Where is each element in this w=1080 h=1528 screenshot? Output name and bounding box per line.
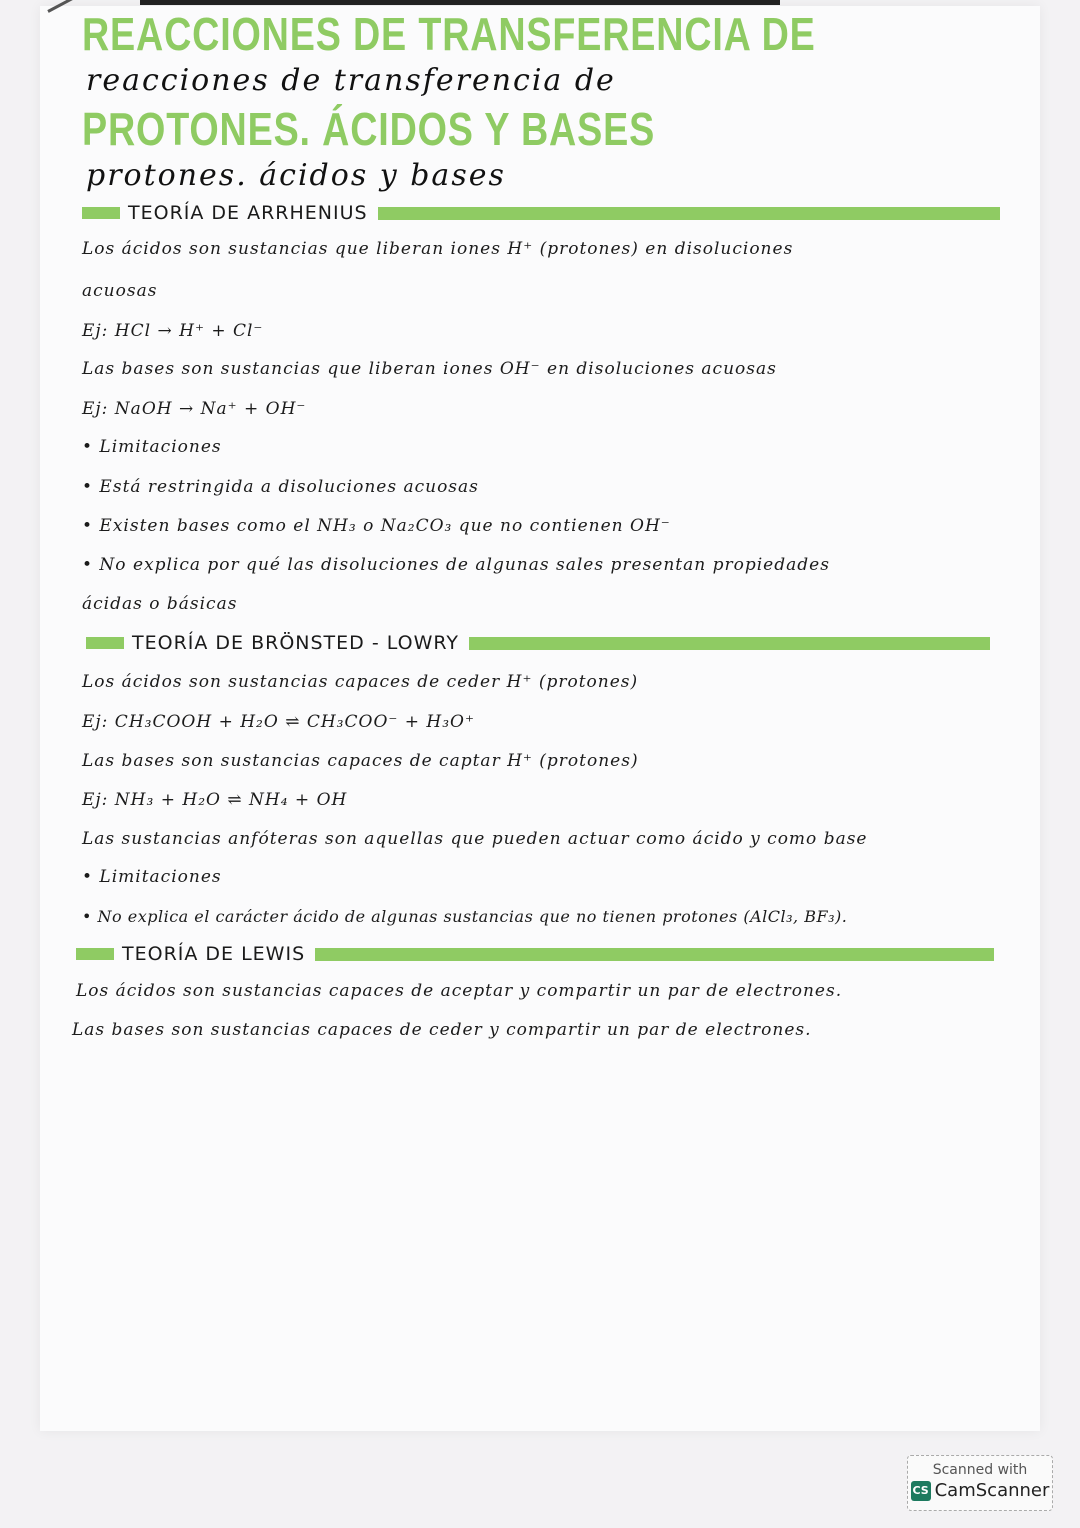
text-line: Ej: NH₃ + H₂O ⇌ NH₄ + OH (82, 790, 348, 810)
section-title: TEORÍA DE BRÖNSTED - LOWRY (132, 632, 459, 654)
text-line: Los ácidos son sustancias que liberan iones H⁺ (protones) en disoluciones (82, 239, 794, 259)
section-heading-arrhenius (82, 200, 1000, 226)
text-line: Las bases son sustancias que liberan iones OH⁻ en disoluciones acuosas (82, 359, 777, 379)
text-line: • No explica el carácter ácido de algunas sustancias que no tienen protones (AlCl₃, BF₃). (82, 907, 848, 926)
text-line: Los ácidos son sustancias capaces de ceder H⁺ (protones) (82, 672, 639, 692)
text-line: Las bases son sustancias capaces de captar H⁺ (protones) (82, 751, 639, 771)
highlight-bar (86, 637, 124, 649)
text-line: Ej: CH₃COOH + H₂O ⇌ CH₃COO⁻ + H₃O⁺ (82, 712, 475, 732)
text-line: • Existen bases como el NH₃ o Na₂CO₃ que no contienen OH⁻ (82, 516, 671, 536)
section-title: TEORÍA DE ARRHENIUS (128, 202, 368, 224)
highlight-bar (378, 207, 1000, 220)
section-heading-lewis (76, 941, 994, 967)
title-print-line2: PROTONES. ÁCIDOS Y BASES (82, 103, 656, 155)
text-line: Ej: NaOH → Na⁺ + OH⁻ (82, 399, 307, 419)
text-line: • No explica por qué las disoluciones de algunas sales presentan propiedades (82, 555, 830, 575)
scanned-with-text: Scanned with (932, 1462, 1028, 1478)
title-script-line2: protones. ácidos y bases (86, 158, 506, 193)
highlight-bar (82, 207, 120, 219)
text-line: ácidas o básicas (82, 594, 238, 614)
text-line: • Está restringida a disoluciones acuosas (82, 477, 479, 497)
highlight-bar (315, 948, 994, 961)
text-line: Las bases son sustancias capaces de ceder y compartir un par de electrones. (72, 1020, 812, 1040)
text-line: • Limitaciones (82, 437, 222, 457)
text-line: Ej: HCl → H⁺ + Cl⁻ (82, 321, 264, 341)
title-script-line1: reacciones de transferencia de (86, 63, 616, 98)
text-line: Los ácidos son sustancias capaces de aceptar y compartir un par de electrones. (76, 981, 843, 1001)
text-line: Las sustancias anfóteras son aquellas que pueden actuar como ácido y como base (82, 829, 868, 849)
camscanner-brand: CamScanner (934, 1480, 1050, 1501)
highlight-bar (76, 948, 114, 960)
highlight-bar (469, 637, 990, 650)
text-line: • Limitaciones (82, 867, 222, 887)
camscanner-logo-icon: CS (911, 1481, 931, 1501)
title-print-line1: REACCIONES DE TRANSFERENCIA DE (82, 8, 816, 60)
section-heading-bronsted-lowry (86, 630, 990, 656)
scan-edge (140, 0, 780, 5)
text-line: acuosas (82, 281, 158, 301)
section-title: TEORÍA DE LEWIS (122, 943, 306, 965)
camscanner-watermark (907, 1455, 1053, 1511)
